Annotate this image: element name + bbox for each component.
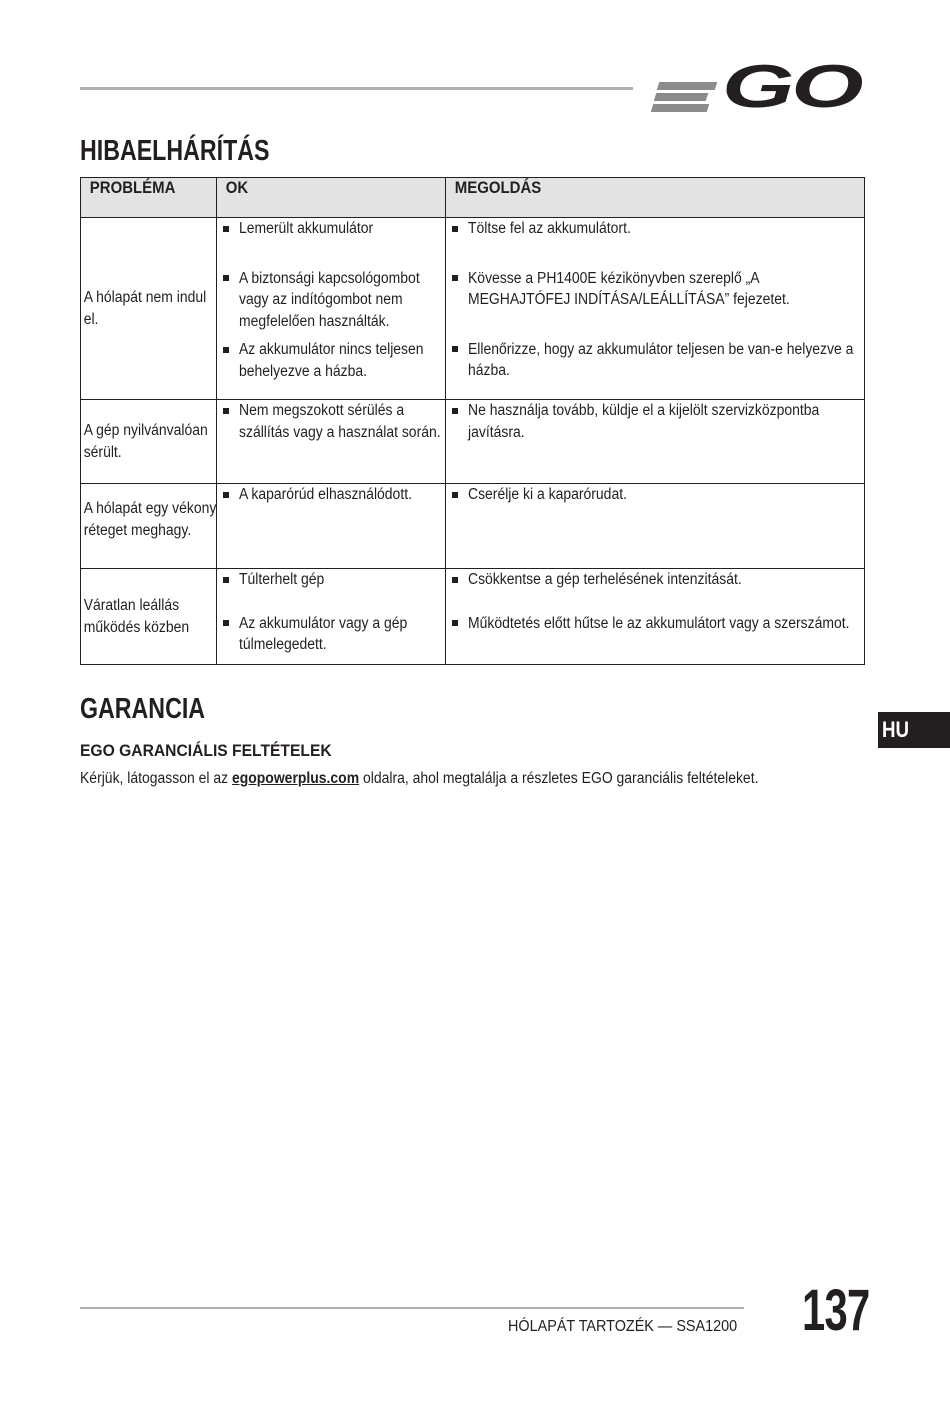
troubleshooting-title: HIBAELHÁRÍTÁS	[80, 135, 270, 167]
column-header-cause: OK	[217, 178, 446, 218]
bullet-icon	[223, 226, 229, 232]
language-tab-label: HU	[882, 717, 910, 742]
cause-cell	[217, 400, 446, 484]
solution-item: Kövesse a PH1400E kézikönyvben szereplő „A MEGHAJTÓFEJ INDÍTÁSA/LEÁLLÍTÁSA” fejezetet.	[446, 268, 864, 311]
footer-rule	[80, 1307, 744, 1309]
table-row	[81, 400, 865, 484]
bullet-icon	[452, 408, 458, 414]
cause-item: Nem megszokott sérülés a szállítás vagy a használat során.	[217, 400, 445, 443]
warranty-text-before: Kérjük, látogasson el az	[80, 770, 232, 787]
problem-text: A gép nyilvánvalóan sérült.	[83, 422, 208, 461]
column-header-solution: MEGOLDÁS	[446, 178, 865, 218]
table-header-row	[81, 178, 865, 218]
bullet-icon	[452, 492, 458, 498]
cause-item: Az akkumulátor nincs teljesen behelyezve a házba.	[217, 339, 445, 382]
header-rule	[80, 87, 633, 90]
bullet-icon	[452, 275, 458, 281]
solution-cell	[446, 569, 865, 665]
cause-item: Túlterhelt gép	[217, 569, 445, 591]
warranty-link[interactable]: egopowerplus.com	[231, 770, 360, 787]
cause-cell	[217, 569, 446, 665]
logo-bar-top	[657, 82, 718, 90]
bullet-icon	[223, 577, 229, 583]
problem-text: A hólapát nem indul el.	[83, 289, 207, 328]
bullet-icon	[452, 577, 458, 583]
cause-cell	[217, 484, 446, 569]
footer-doc-title: HÓLAPÁT TARTOZÉK — SSA1200	[508, 1318, 738, 1335]
cause-cell	[217, 218, 446, 400]
page-number: 137	[802, 1278, 870, 1343]
cause-item: A kaparórúd elhasználódott.	[217, 484, 445, 506]
bullet-icon	[223, 275, 229, 281]
column-header-problem: PROBLÉMA	[81, 178, 217, 218]
problem-text: A hólapát egy vékony réteget meghagy.	[83, 500, 217, 539]
table-row	[81, 569, 865, 665]
warranty-subtitle: EGO GARANCIÁLIS FELTÉTELEK	[80, 741, 332, 760]
cause-item: Az akkumulátor vagy a gép túlmelegedett.	[217, 613, 445, 656]
bullet-icon	[452, 620, 458, 626]
troubleshooting-table	[80, 177, 865, 665]
bullet-icon	[452, 346, 458, 352]
logo-bar-mid	[654, 93, 709, 101]
bullet-icon	[223, 408, 229, 414]
bullet-icon	[223, 347, 229, 353]
bullet-icon	[223, 492, 229, 498]
bullet-icon	[223, 620, 229, 626]
logo-bar-bottom	[651, 104, 710, 112]
solution-cell	[446, 218, 865, 400]
solution-item: Csökkentse a gép terhelésének intenzitását.	[446, 569, 864, 591]
warranty-text-after: oldalra, ahol megtalálja a részletes EGO garanciális feltételeket.	[359, 770, 759, 787]
problem-text: Váratlan leállás működés közben	[83, 597, 190, 636]
problem-cell	[81, 569, 217, 665]
solution-item: Töltse fel az akkumulátort.	[446, 218, 864, 240]
solution-item: Ne használja tovább, küldje el a kijelölt szervizközpontba javításra.	[446, 400, 864, 443]
warranty-title: GARANCIA	[80, 693, 206, 725]
solution-item: Ellenőrizze, hogy az akkumulátor teljesen be van-e helyezve a házba.	[446, 339, 864, 382]
solution-item: Cserélje ki a kaparórudat.	[446, 484, 864, 506]
warranty-paragraph	[80, 770, 758, 788]
solution-cell	[446, 484, 865, 569]
problem-cell	[81, 400, 217, 484]
table-row	[81, 218, 865, 400]
problem-cell	[81, 218, 217, 400]
logo-text: GO	[722, 53, 861, 120]
solution-cell	[446, 400, 865, 484]
language-tab-hu	[878, 712, 950, 748]
solution-item: Működtetés előtt hűtse le az akkumulátort vagy a szerszámot.	[446, 613, 864, 635]
bullet-icon	[452, 226, 458, 232]
table-row	[81, 484, 865, 569]
ego-logo	[652, 53, 862, 120]
cause-item: Lemerült akkumulátor	[217, 218, 445, 240]
problem-cell	[81, 484, 217, 569]
cause-item: A biztonsági kapcsológombot vagy az indítógombot nem megfelelően használták.	[217, 268, 445, 333]
